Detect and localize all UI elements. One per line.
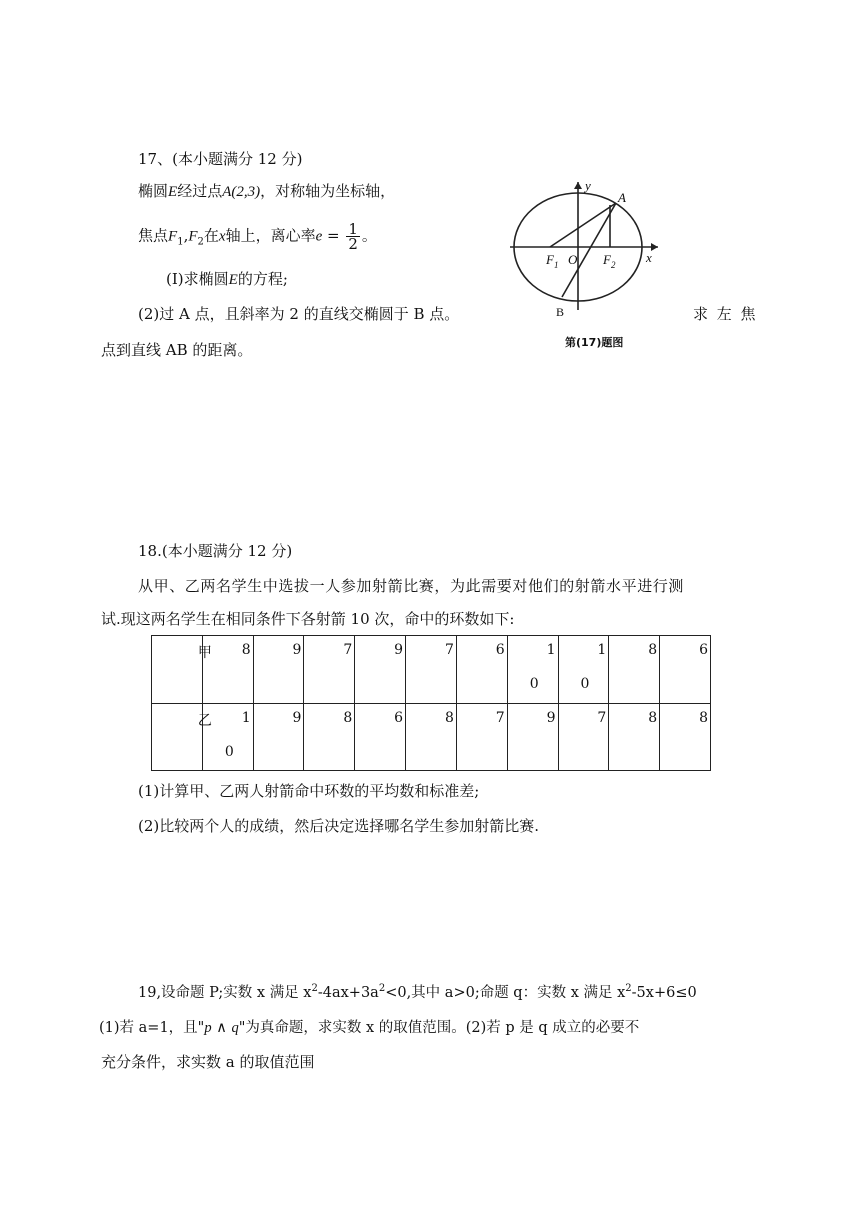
row-label: 乙 [197, 712, 212, 729]
comma: , [183, 226, 189, 245]
var-x: x [218, 228, 226, 245]
score-digit: 1 [546, 642, 556, 658]
score-cell [660, 703, 711, 771]
superscript: 2 [625, 983, 632, 995]
superscript: 2 [378, 983, 386, 995]
score-digit: 8 [648, 642, 658, 658]
table-row-yi [152, 703, 711, 771]
var-F: F [168, 228, 178, 245]
score-digit: 6 [495, 642, 505, 658]
q18-header: 18.(本小题满分 12 分) [138, 542, 293, 560]
score-cell [558, 636, 609, 704]
superscript: 2 [311, 983, 318, 995]
score-digit: 6 [699, 642, 708, 658]
row-label-cell [152, 636, 212, 704]
q19-text: -5x+6≤0 [631, 985, 697, 1001]
q18-para2: 试.现这两名学生在相同条件下各射箭 10 次，命中的环数如下: [101, 610, 515, 628]
var-E: E [168, 184, 178, 200]
score-cell [202, 703, 253, 771]
subscript: 2 [197, 236, 204, 248]
q19-text: 19,设命题 P;实数 x 满足 x [138, 985, 312, 1001]
label-F1-sub: 1 [554, 260, 559, 270]
ellipse-diagram [490, 160, 670, 360]
point-coords: (2,3) [231, 184, 261, 200]
score-cell [406, 636, 457, 704]
label-F1: F [546, 252, 554, 267]
score-digit: 6 [394, 709, 404, 726]
subscript: 1 [177, 236, 184, 248]
x-axis-arrow [651, 243, 658, 251]
q18-part1: (1)计算甲、乙两人射箭命中环数的平均数和标准差; [138, 782, 480, 800]
q18-para1: 从甲、乙两名学生中选拔一人参加射箭比赛，为此需要对他们的射箭水平进行测 [138, 577, 685, 595]
q17-text: (Ⅰ)求椭圆 [166, 270, 229, 288]
label-O: O [568, 252, 578, 267]
score-cell [456, 703, 507, 771]
score-cell [304, 636, 355, 704]
q19-line3: 充分条件，求实数 a 的取值范围 [101, 1053, 315, 1071]
score-digit: 1 [597, 642, 607, 658]
score-cell [507, 703, 558, 771]
line-A-B [562, 203, 616, 297]
q17-text: ，对称轴为坐标轴， [260, 182, 396, 200]
var-F: F [188, 228, 198, 245]
score-digit-wrap: 0 [224, 743, 234, 760]
score-digit: 8 [444, 709, 454, 726]
q19-text: <0,其中 a>0;命题 q：实数 x 满足 x [385, 985, 626, 1001]
score-cell [456, 636, 507, 704]
q17-part2-b: 求 左 焦 [693, 305, 758, 323]
q17-line2 [138, 222, 377, 251]
q17-text: 的方程; [237, 270, 288, 288]
q17-part1 [166, 268, 288, 289]
ellipse-figure [490, 160, 670, 360]
label-A: A [618, 190, 626, 205]
score-digit: 9 [546, 709, 556, 726]
score-cell [355, 636, 406, 704]
score-cell [253, 703, 304, 771]
label-x: x [646, 250, 652, 265]
q17-part2-c: 点到直线 AB 的距离。 [101, 341, 253, 359]
q17-text: 在 [203, 226, 219, 245]
score-cell [406, 703, 457, 771]
score-digit-wrap: 0 [529, 676, 539, 692]
var-A: A [222, 184, 232, 200]
score-digit: 7 [495, 709, 505, 726]
q18-part2: (2)比较两个人的成绩，然后决定选择哪名学生参加射箭比赛. [138, 817, 540, 835]
q17-text: 经过点 [177, 182, 223, 200]
score-cell [609, 636, 660, 704]
q19-line2 [99, 1016, 639, 1037]
var-e: e [315, 228, 323, 245]
row-label-cell [152, 703, 212, 771]
score-digit: 7 [343, 642, 353, 658]
var-p: p [204, 1020, 212, 1036]
score-cell [660, 636, 711, 704]
var-E: E [228, 272, 238, 288]
score-cell [355, 703, 406, 771]
label-B: B [556, 305, 565, 319]
frac-denominator: 2 [348, 235, 358, 253]
score-digit: 8 [241, 642, 251, 658]
score-digit: 9 [292, 642, 302, 658]
label-F2: F [603, 252, 611, 267]
period: 。 [361, 226, 377, 245]
score-digit: 7 [444, 642, 454, 658]
line-F1-A [550, 203, 616, 247]
label-F2-sub: 2 [611, 260, 616, 270]
score-digit: 7 [597, 709, 607, 726]
score-cell [609, 703, 660, 771]
score-cell [558, 703, 609, 771]
label-y: y [585, 178, 591, 193]
q19-text: (1)若 a=1，且" [99, 1020, 205, 1036]
fraction-one-half [346, 222, 360, 251]
q19-text: "为真命题，求实数 x 的取值范围。(2)若 p 是 q 成立的必要不 [238, 1020, 640, 1036]
var-q: q [231, 1020, 239, 1036]
score-digit-wrap: 0 [580, 676, 590, 692]
y-axis-arrow [574, 182, 582, 189]
q17-line1 [138, 180, 395, 201]
table-row-jia [152, 636, 711, 704]
score-digit: 9 [394, 642, 404, 658]
score-digit: 1 [241, 709, 251, 726]
score-digit: 8 [648, 709, 658, 726]
score-digit: 8 [699, 709, 708, 726]
equals: = [322, 226, 345, 245]
q17-text: 焦点 [138, 226, 169, 245]
q17-text: 轴上，离心率 [225, 226, 316, 245]
score-cell [253, 636, 304, 704]
score-digit: 9 [292, 709, 302, 726]
score-cell [507, 636, 558, 704]
score-cell [304, 703, 355, 771]
score-cell [202, 636, 253, 704]
frac-numerator: 1 [348, 220, 358, 238]
score-table [151, 635, 711, 771]
q19-line1 [138, 981, 697, 1002]
score-digit: 8 [343, 709, 353, 726]
logical-and: ∧ [211, 1020, 232, 1036]
q17-part2-a: (2)过 A 点，且斜率为 2 的直线交椭圆于 B 点。 [138, 305, 460, 323]
figure-caption: 第(17)题图 [565, 336, 624, 349]
q17-text: 椭圆 [138, 182, 169, 200]
q17-header: 17、(本小题满分 12 分) [138, 150, 303, 168]
q19-text: -4ax+3a [317, 985, 379, 1001]
row-label: 甲 [197, 645, 212, 661]
